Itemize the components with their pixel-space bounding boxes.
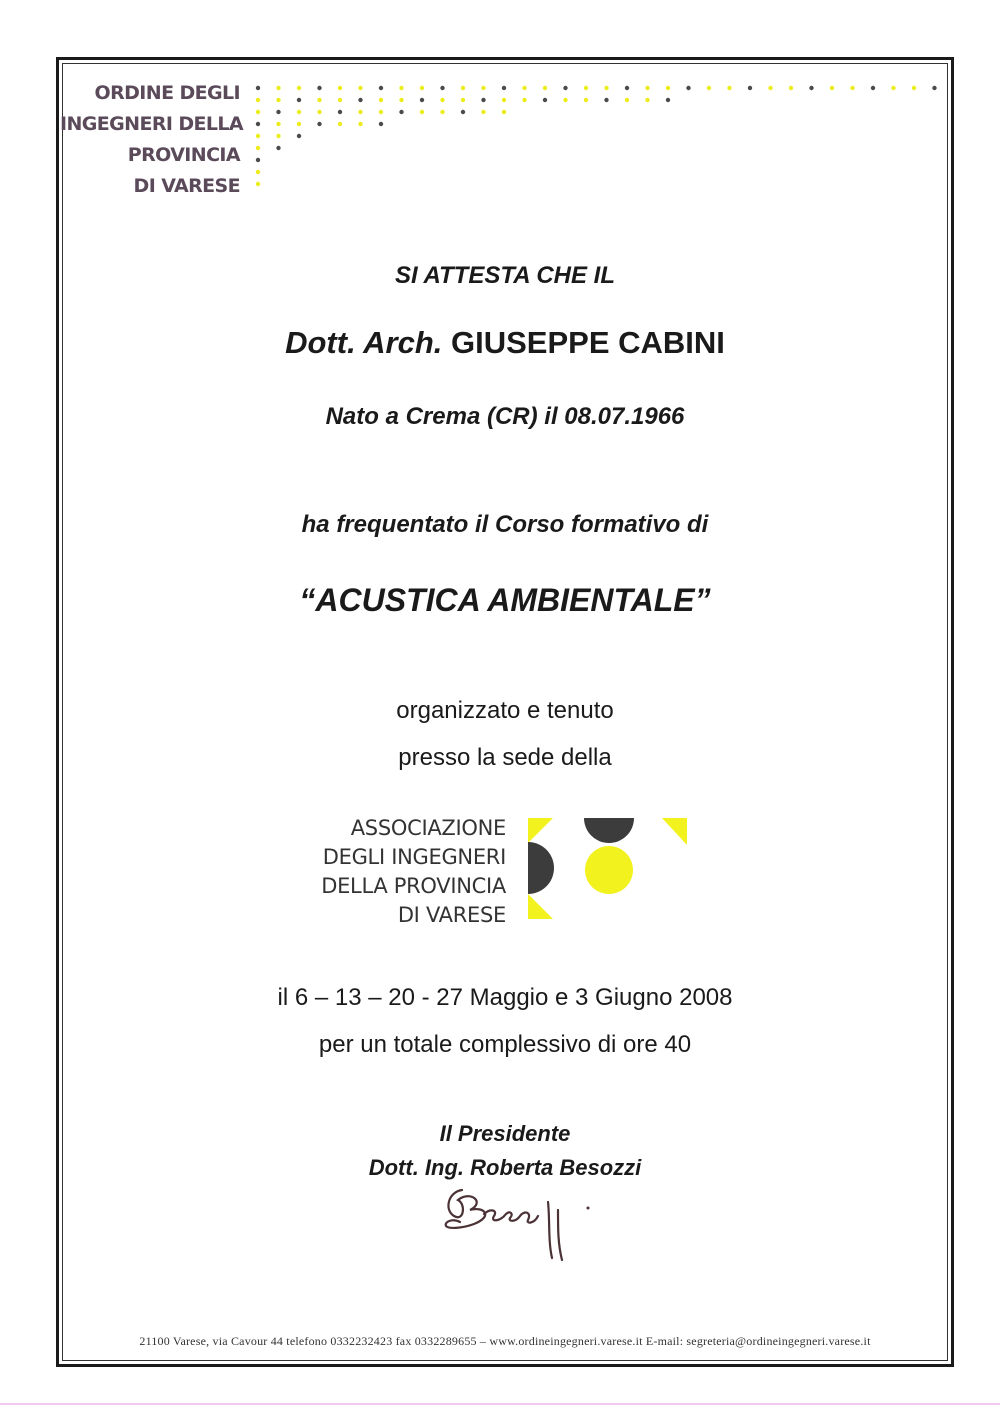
logo-dot xyxy=(276,122,280,126)
association-logo-text xyxy=(250,814,506,930)
logo-dot xyxy=(338,122,342,126)
logo-dot xyxy=(256,110,260,114)
logo-dot xyxy=(645,86,649,90)
attended-text: ha frequentato il Corso formativo di xyxy=(301,511,709,538)
logo-dot xyxy=(522,86,526,90)
logo-dot xyxy=(461,110,465,114)
logo-dot xyxy=(276,134,280,138)
logo-dot xyxy=(748,86,752,90)
logo-dot xyxy=(379,122,383,126)
order-logo-dot-pattern xyxy=(0,0,1000,200)
logo-dot xyxy=(256,122,260,126)
logo-dot xyxy=(789,86,793,90)
logo-dot xyxy=(891,86,895,90)
logo-dot xyxy=(338,98,342,102)
page-bottom-edge xyxy=(0,1403,1000,1405)
logo-dot xyxy=(666,98,670,102)
logo-dot xyxy=(850,86,854,90)
footer-contact-info: 21100 Varese, via Cavour 44 telefono 0332232423 fax 0332289655 – www.ordineingegneri.varese.it E-mail: segreteria@ordineingegneri.varese.it xyxy=(139,1334,871,1348)
attest-heading: SI ATTESTA CHE IL xyxy=(395,262,615,289)
logo-dot xyxy=(481,110,485,114)
logo-dot xyxy=(256,86,260,90)
recipient-line xyxy=(0,325,1000,361)
logo-dot xyxy=(461,98,465,102)
course-title: “ACUSTICA AMBIENTALE” xyxy=(299,582,711,618)
logo-yellow-triangle xyxy=(662,818,687,845)
logo-dot xyxy=(317,98,321,102)
logo-dark-half-circle xyxy=(584,818,634,843)
logo-dot xyxy=(604,86,608,90)
association-line: ASSOCIAZIONE xyxy=(350,816,506,840)
logo-dot xyxy=(399,86,403,90)
association-logo-mark xyxy=(528,818,698,922)
logo-dot xyxy=(297,110,301,114)
logo-dot xyxy=(379,98,383,102)
logo-dot xyxy=(584,98,588,102)
logo-dot xyxy=(420,110,424,114)
order-logo-line: ORDINE DEGLI xyxy=(94,82,240,104)
logo-dot xyxy=(338,86,342,90)
logo-dot xyxy=(440,98,444,102)
logo-dot xyxy=(625,98,629,102)
course-dates: il 6 – 13 – 20 - 27 Maggio e 3 Giugno 2008 xyxy=(277,984,733,1011)
logo-dot xyxy=(297,98,301,102)
logo-dot xyxy=(276,98,280,102)
logo-dot xyxy=(420,98,424,102)
logo-dot xyxy=(809,86,813,90)
logo-dot xyxy=(440,110,444,114)
logo-yellow-triangle xyxy=(528,894,553,919)
logo-yellow-circle xyxy=(585,846,633,894)
logo-dot xyxy=(707,86,711,90)
course-total-hours: per un totale complessivo di ore 40 xyxy=(318,1031,692,1058)
logo-dot xyxy=(317,86,321,90)
association-line: DI VARESE xyxy=(397,903,506,927)
logo-dot xyxy=(276,110,280,114)
logo-dark-half-circle xyxy=(528,842,554,894)
logo-dot xyxy=(379,86,383,90)
logo-dot xyxy=(358,110,362,114)
logo-dot xyxy=(399,110,403,114)
birth-info: Nato a Crema (CR) il 08.07.1966 xyxy=(325,403,685,430)
venue-text: presso la sede della xyxy=(398,744,612,771)
logo-dot xyxy=(666,86,670,90)
logo-dot xyxy=(502,110,506,114)
logo-dot xyxy=(932,86,936,90)
recipient-name: GIUSEPPE CABINI xyxy=(451,325,725,360)
logo-dot xyxy=(379,110,383,114)
logo-dot xyxy=(256,182,260,186)
logo-dot xyxy=(686,86,690,90)
logo-dot xyxy=(604,98,608,102)
logo-dot xyxy=(543,98,547,102)
logo-dot xyxy=(399,98,403,102)
logo-dot xyxy=(563,86,567,90)
logo-dot xyxy=(563,98,567,102)
logo-dot xyxy=(256,170,260,174)
order-logo-line: DI VARESE xyxy=(133,175,240,197)
association-line: DEGLI INGEGNERI xyxy=(322,845,506,869)
logo-dot xyxy=(358,122,362,126)
logo-dot xyxy=(297,134,301,138)
logo-dot xyxy=(317,122,321,126)
logo-dot xyxy=(645,98,649,102)
logo-dot xyxy=(584,86,588,90)
handwritten-signature xyxy=(440,1180,600,1270)
logo-dot xyxy=(256,98,260,102)
logo-dot xyxy=(256,134,260,138)
logo-dot xyxy=(256,146,260,150)
logo-dot xyxy=(871,86,875,90)
logo-dot xyxy=(461,86,465,90)
association-line: DELLA PROVINCIA xyxy=(321,874,506,898)
logo-dot xyxy=(727,86,731,90)
logo-dot xyxy=(625,86,629,90)
logo-dot xyxy=(358,98,362,102)
logo-dot xyxy=(768,86,772,90)
logo-yellow-triangle xyxy=(528,818,553,843)
logo-dot xyxy=(420,86,424,90)
signatory-name: Dott. Ing. Roberta Besozzi xyxy=(368,1155,642,1180)
logo-dot xyxy=(338,110,342,114)
logo-dot xyxy=(256,158,260,162)
logo-dot xyxy=(440,86,444,90)
logo-dot xyxy=(276,146,280,150)
logo-dot xyxy=(543,86,547,90)
logo-dot xyxy=(297,122,301,126)
logo-dot xyxy=(522,98,526,102)
signatory-role: Il Presidente xyxy=(439,1121,571,1146)
logo-dot xyxy=(502,86,506,90)
order-logo-line: INGEGNERI DELLA xyxy=(60,113,244,135)
logo-dot xyxy=(830,86,834,90)
order-logo-line: PROVINCIA xyxy=(127,144,240,166)
logo-dot xyxy=(276,86,280,90)
organized-text: organizzato e tenuto xyxy=(396,697,614,724)
logo-dot xyxy=(502,98,506,102)
logo-dot xyxy=(317,110,321,114)
logo-dot xyxy=(358,86,362,90)
logo-dot xyxy=(297,86,301,90)
logo-dot xyxy=(481,98,485,102)
logo-dot xyxy=(481,86,485,90)
recipient-title: Dott. Arch. xyxy=(285,325,443,360)
logo-dot xyxy=(912,86,916,90)
